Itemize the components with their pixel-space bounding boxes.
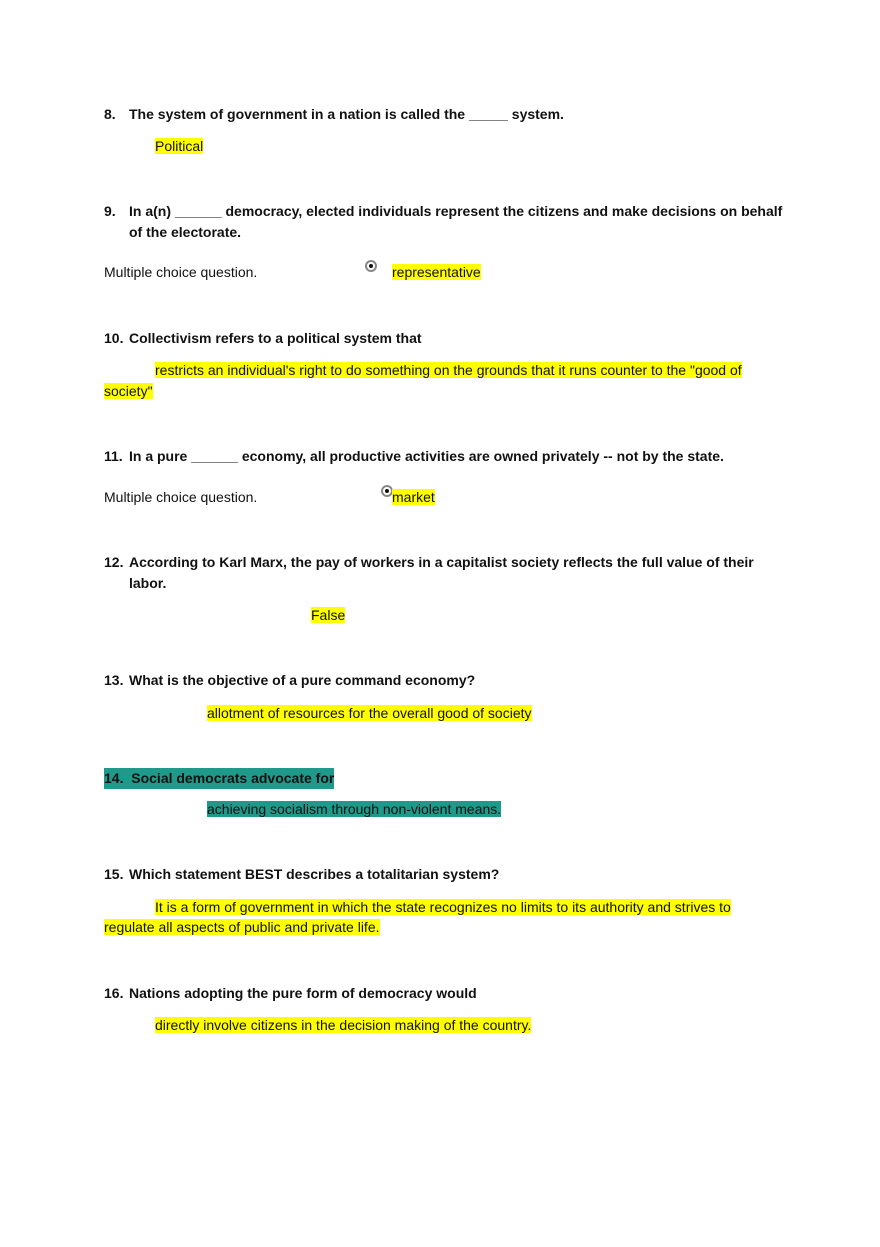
answer-15-line2 — [104, 917, 380, 938]
question-12 — [104, 552, 784, 594]
question-number: 11. — [104, 448, 123, 464]
question-number: 12. — [104, 554, 124, 570]
question-11 — [104, 446, 784, 467]
answer-text: representative — [392, 264, 481, 280]
question-number: 14. — [104, 770, 124, 786]
question-highlight — [104, 768, 334, 789]
answer-text: directly involve citizens in the decision making of the country. — [155, 1017, 532, 1033]
radio-selected-icon[interactable] — [365, 260, 377, 272]
answer-11 — [392, 487, 435, 508]
answer-10-line1 — [155, 360, 742, 381]
answer-text: achieving socialism through non-violent means. — [207, 801, 502, 817]
answer-8 — [155, 136, 203, 157]
question-number: 8. — [104, 106, 116, 122]
question-text: Nations adopting the pure form of democracy would — [129, 985, 477, 1001]
answer-text: allotment of resources for the overall good of society — [207, 705, 532, 721]
answer-10-line2 — [104, 381, 153, 402]
question-text: Social democrats advocate for — [131, 770, 335, 786]
question-text: Which statement BEST describes a totalitarian system? — [129, 866, 500, 882]
question-10 — [104, 328, 784, 349]
answer-12 — [311, 605, 345, 626]
question-number: 16. — [104, 985, 124, 1001]
answer-text: regulate all aspects of public and private life. — [104, 919, 380, 935]
answer-text: market — [392, 489, 435, 505]
question-text: Collectivism refers to a political system that — [129, 330, 422, 346]
question-text: According to Karl Marx, the pay of workers in a capitalist society reflects the full value of their labor. — [129, 554, 754, 591]
question-number: 15. — [104, 866, 124, 882]
answer-14 — [207, 799, 501, 820]
question-type-label: Multiple choice question. — [104, 264, 258, 280]
question-13 — [104, 670, 784, 691]
question-16 — [104, 983, 784, 1004]
question-number: 13. — [104, 672, 124, 688]
question-text: In a(n) ______ democracy, elected individuals represent the citizens and make decisions on behalf of the electorate. — [129, 203, 783, 240]
question-14 — [104, 768, 334, 789]
answer-13 — [207, 703, 532, 724]
question-text: In a pure ______ economy, all productive activities are owned privately -- not by the state. — [129, 448, 724, 464]
question-number: 10. — [104, 330, 124, 346]
answer-15-line1 — [155, 897, 731, 918]
answer-16 — [155, 1015, 531, 1036]
answer-text: restricts an individual's right to do something on the grounds that it runs counter to the "good of — [155, 362, 742, 378]
question-8 — [104, 104, 784, 125]
answer-text: It is a form of government in which the state recognizes no limits to its authority and strives to — [155, 899, 731, 915]
question-9 — [104, 201, 784, 243]
question-number: 9. — [104, 203, 116, 219]
question-15 — [104, 864, 784, 885]
answer-text: Political — [155, 138, 204, 154]
question-text: The system of government in a nation is called the _____ system. — [129, 106, 564, 122]
answer-text: society" — [104, 383, 153, 399]
answer-9 — [392, 262, 481, 283]
question-text: What is the objective of a pure command economy? — [129, 672, 476, 688]
question-type-label: Multiple choice question. — [104, 489, 258, 505]
answer-text: False — [311, 607, 346, 623]
